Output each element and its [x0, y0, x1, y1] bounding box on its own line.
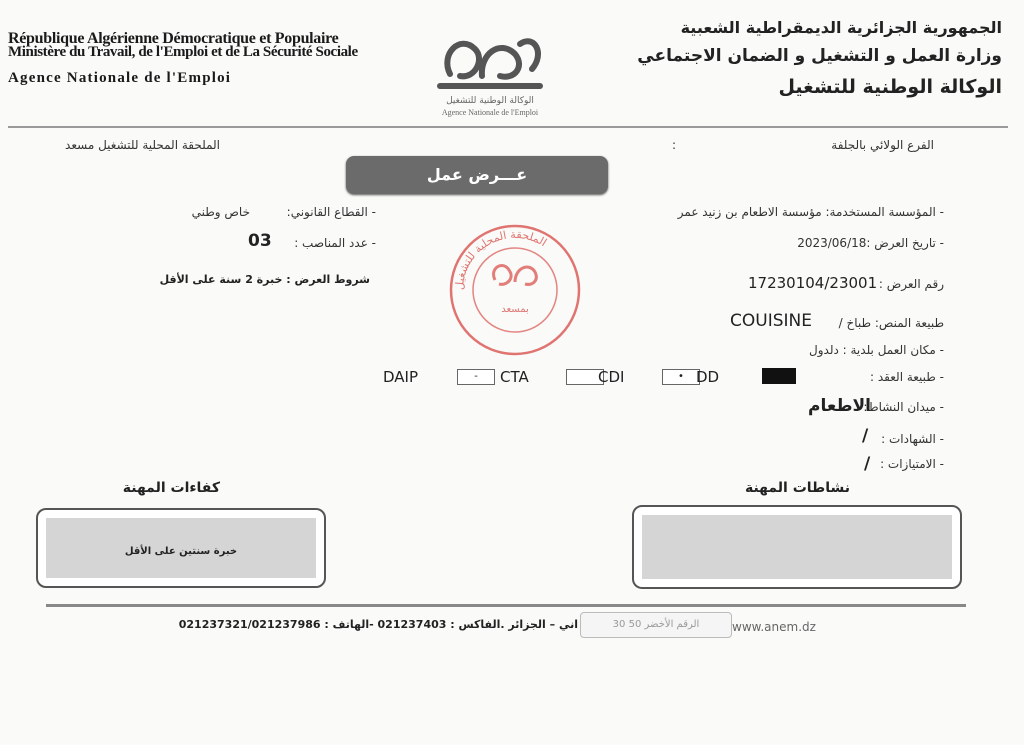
green-number-badge: الرقم الأخضر 50 30	[580, 612, 732, 638]
legal-sector-label: - القطاع القانوني:	[286, 205, 376, 219]
position-value: COUISINE	[730, 311, 812, 331]
header-ar-agency: الوكالة الوطنية للتشغيل	[778, 76, 1002, 98]
footer-divider	[46, 604, 966, 607]
privileges-value: /	[864, 454, 871, 474]
skills-panel	[36, 508, 326, 588]
positions-label: - عدد المناصب :	[294, 236, 376, 250]
regional-colon: :	[672, 138, 677, 152]
offer-number-value: 17230104/23001	[748, 274, 878, 292]
offer-conditions: شروط العرض : خبرة 2 سنة على الأقل	[159, 273, 370, 286]
employer-field: - المؤسسة المستخدمة: مؤسسة الاطعام بن زنيد عمر	[677, 205, 944, 219]
contract-cdi-box[interactable]: •	[662, 369, 700, 385]
logo-caption-ar: الوكالة الوطنية للتشغيل	[446, 96, 534, 106]
contract-cdi-label: CDI	[598, 368, 625, 386]
offer-number-label: رقم العرض :	[878, 277, 944, 291]
legal-sector-value: خاص وطني	[191, 205, 250, 219]
header-divider	[8, 126, 1008, 128]
header-ar-republic: الجمهورية الجزائرية الديمقراطية الشعبية	[680, 18, 1002, 37]
header-ar-ministry: وزارة العمل و التشغيل و الضمان الاجتماعي	[637, 46, 1002, 66]
contract-daip-label: DAIP	[383, 368, 419, 386]
regional-branch: الفرع الولائي بالجلفة	[831, 138, 934, 152]
activity-value: الاطعام	[808, 396, 871, 416]
certificates-label: - الشهادات :	[881, 432, 944, 446]
header-fr-republic: République Algérienne Démocratique et Populaire	[8, 30, 339, 47]
activity-label: - ميدان النشاط:	[863, 400, 944, 414]
position-label: طبيعة المنص: طباخ /	[838, 316, 944, 330]
offer-date-field: - تاريخ العرض :2023/06/18	[797, 236, 944, 250]
workplace-field: - مكان العمل بلدية : دلدول	[809, 343, 944, 357]
activities-title: نشاطات المهنة	[744, 480, 850, 496]
stamp-ring-text: الملحقة المحلية للتشغيل	[452, 227, 550, 291]
logo-caption-fr: Agence Nationale de l'Emploi	[441, 108, 539, 117]
redacted-box	[762, 368, 796, 384]
stamp-center-text: بمسعد	[501, 304, 529, 315]
local-annex: الملحقة المحلية للتشغيل مسعد	[65, 138, 220, 152]
official-stamp-icon	[445, 220, 585, 360]
contract-label: - طبيعة العقد :	[870, 370, 944, 384]
contract-cta-label: CTA	[500, 368, 529, 386]
contract-dd-label: DD	[696, 368, 720, 386]
certificates-value: /	[862, 426, 869, 446]
skills-text: خبرة سنتين على الأقل	[124, 546, 238, 557]
header-fr-ministry: Ministère du Travail, de l'Emploi et de La Sécurité Sociale	[8, 44, 358, 60]
footer-address: اني – الجزائر .الفاكس : 021237403 -الهاتف : 021237321/021237986	[178, 618, 578, 631]
privileges-label: - الامتيازات :	[880, 457, 944, 471]
skills-title: كفاءات المهنة	[122, 480, 220, 496]
header-fr-agency: Agence Nationale de l'Emploi	[8, 70, 232, 86]
activities-panel	[632, 505, 962, 589]
footer-website[interactable]: www.anem.dz	[732, 620, 816, 634]
contract-daip-box[interactable]: -	[457, 369, 495, 385]
positions-value: 03	[248, 231, 272, 251]
offer-title: عـــرض عمل	[346, 156, 608, 194]
